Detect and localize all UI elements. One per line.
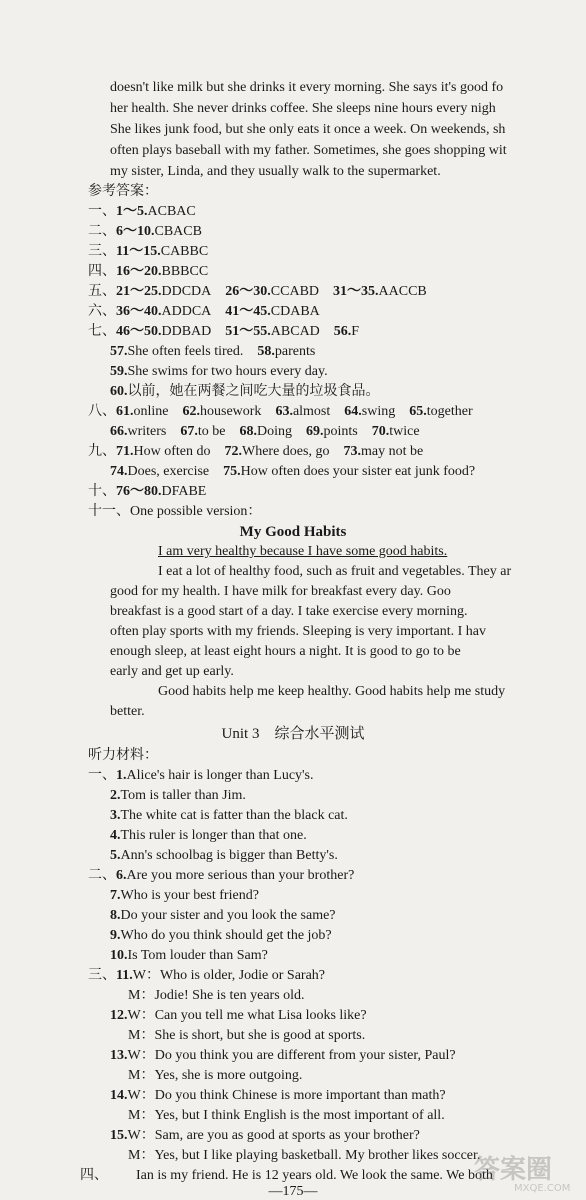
answer-row: 三、11～15.CABBC	[88, 244, 209, 259]
answer-row: 二、6～10.CBACB	[88, 224, 202, 239]
answer-row: 59.She swims for two hours every day.	[110, 364, 328, 379]
essay-line: breakfast is a good start of a day. I take exercise every morning.	[110, 604, 468, 619]
answer-row: 一、1～5.ACBAC	[88, 204, 196, 219]
answer-row: 七、46～50.DDBAD 51～55.ABCAD 56.F	[88, 324, 360, 339]
listening-item: 5.Ann's schoolbag is bigger than Betty's.	[110, 848, 338, 863]
listening-item: 3.The white cat is fatter than the black cat.	[110, 808, 348, 823]
answer-row: 十一、One possible version：	[88, 504, 262, 519]
essay-line: Good habits help me keep healthy. Good habits help me study	[158, 684, 506, 699]
dialogue-m: M：Yes, she is more outgoing.	[128, 1068, 303, 1083]
answer-row: 60.以前，她在两餐之间吃大量的垃圾食品。	[110, 384, 380, 399]
dialogue-w: 14.W：Do you think Chinese is more important than math?	[110, 1088, 446, 1103]
dialogue-m: M：Yes, but I think English is the most important of all.	[128, 1108, 445, 1123]
unit-title: Unit 3 综合水平测试	[221, 726, 365, 742]
listening-heading: 听力材料：	[88, 748, 158, 763]
answer-row: 57.She often feels tired. 58.parents	[110, 344, 316, 359]
dialogue-m: M：She is short, but she is good at sports.	[128, 1028, 366, 1043]
answer-row: 四、16～20.BBBCC	[88, 264, 209, 279]
dialogue-m: M：Yes, but I like playing basketball. My brother likes soccer.	[128, 1148, 481, 1163]
dialogue-w: 三、11.W：Who is older, Jodie or Sarah?	[88, 968, 326, 983]
page-number: —175—	[268, 1184, 318, 1199]
listening-item: 4.This ruler is longer than that one.	[110, 828, 307, 843]
paragraph-line: her health. She never drinks coffee. She sleeps nine hours every nigh	[110, 101, 496, 116]
essay-line: good for my health. I have milk for breakfast every day. Goo	[110, 584, 451, 599]
listening-item: 一、1.Alice's hair is longer than Lucy's.	[88, 768, 314, 783]
answers-heading: 参考答案：	[88, 184, 158, 199]
dialogue-w: 15.W：Sam, are you as good at sports as your brother?	[110, 1128, 420, 1143]
essay-first-line: I am very healthy because I have some good habits.	[158, 544, 448, 559]
essay-line: I eat a lot of healthy food, such as fruit and vegetables. They ar	[158, 564, 512, 579]
watermark-logo	[470, 1150, 580, 1194]
answer-row: 十、76～80.DFABE	[88, 484, 207, 499]
answer-row: 74.Does, exercise 75.How often does your sister eat junk food?	[110, 464, 476, 479]
listening-item: 8.Do your sister and you look the same?	[110, 908, 336, 923]
answer-row: 八、61.online 62.housework 63.almost 64.swing 65.together	[88, 404, 473, 419]
paragraph-line: my sister, Linda, and they usually walk to the supermarket.	[110, 164, 441, 179]
listening-item: 二、6.Are you more serious than your brother?	[88, 868, 355, 883]
essay-line: enough sleep, at least eight hours a night. It is good to go to be	[110, 644, 461, 659]
dialogue-m: M：Jodie! She is ten years old.	[128, 988, 305, 1003]
essay-line: often play sports with my friends. Sleeping is very important. I hav	[110, 624, 486, 639]
paragraph-line: She likes junk food, but she only eats it once a week. On weekends, sh	[110, 122, 506, 137]
paragraph-line: often plays baseball with my father. Sometimes, she goes shopping wit	[110, 143, 507, 158]
listening-item: 四、 Ian is my friend. He is 12 years old. We look the same. We both	[80, 1168, 493, 1183]
paragraph-line: doesn't like milk but she drinks it every morning. She says it's good fo	[110, 80, 504, 95]
answer-row: 六、36～40.ADDCA 41～45.CDABA	[88, 304, 320, 319]
dialogue-w: 12.W：Can you tell me what Lisa looks like?	[110, 1008, 367, 1023]
listening-item: 9.Who do you think should get the job?	[110, 928, 332, 943]
watermark-text: 答案圈	[474, 1155, 553, 1185]
listening-item: 2.Tom is taller than Jim.	[110, 788, 246, 803]
watermark-url: MXQE.COM	[514, 1183, 571, 1194]
answer-row: 66.writers 67.to be 68.Doing 69.points 70.twice	[110, 424, 420, 439]
dialogue-w: 13.W：Do you think you are different from your sister, Paul?	[110, 1048, 456, 1063]
listening-item: 7.Who is your best friend?	[110, 888, 259, 903]
essay-line: early and get up early.	[110, 664, 234, 679]
answer-row: 九、71.How often do 72.Where does, go 73.may not be	[88, 444, 424, 459]
essay-title: My Good Habits	[239, 524, 347, 540]
essay-line: better.	[110, 704, 145, 719]
listening-item: 10.Is Tom louder than Sam?	[110, 948, 268, 963]
answer-row: 五、21～25.DDCDA 26～30.CCABD 31～35.AACCB	[88, 284, 427, 299]
